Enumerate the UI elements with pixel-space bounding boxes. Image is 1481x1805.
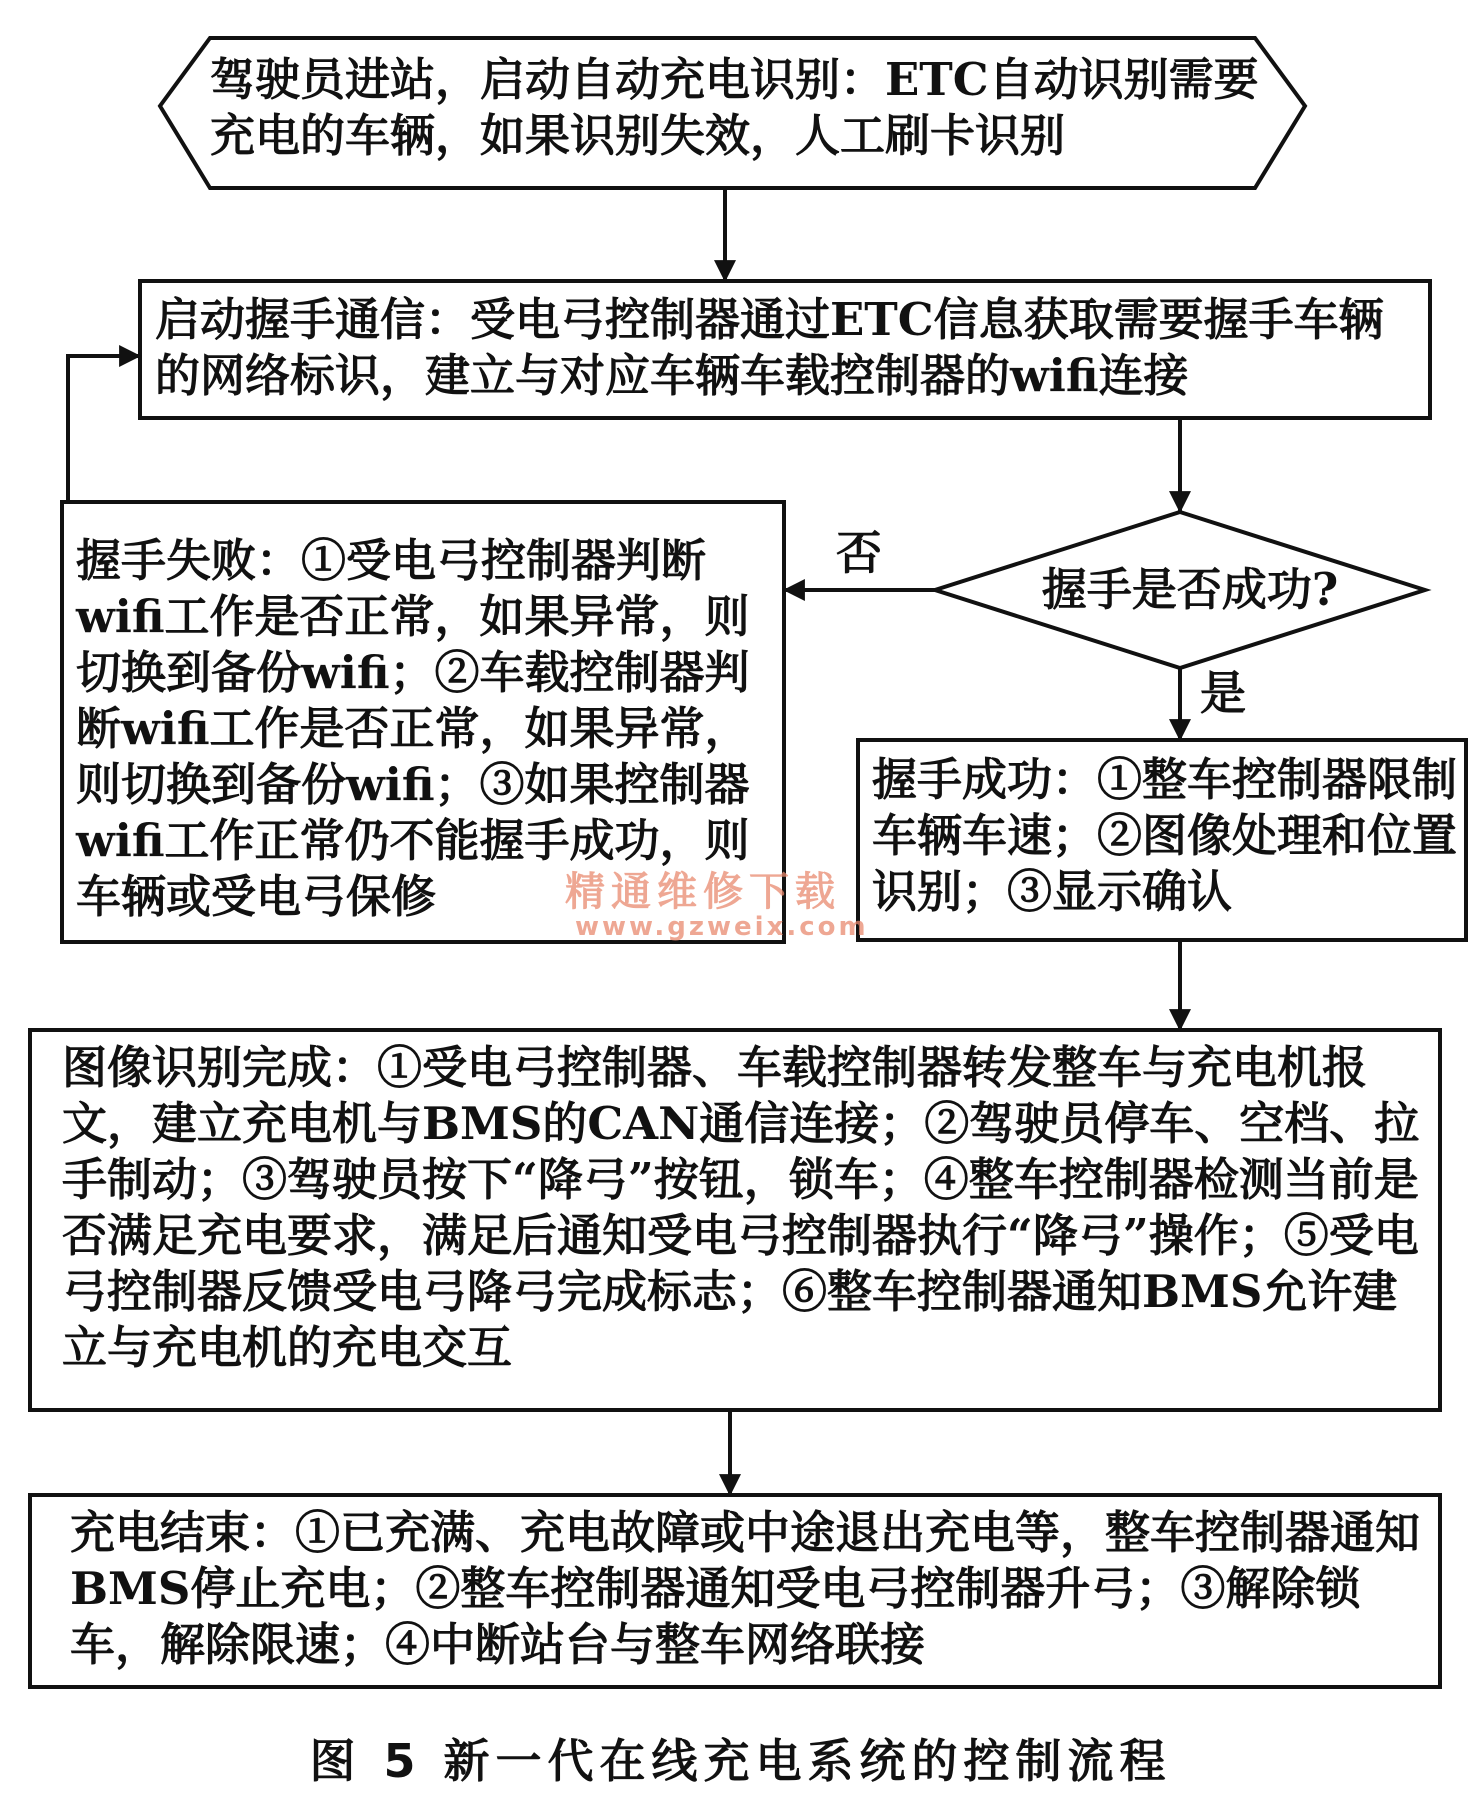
edge-label-no: 否 <box>836 526 882 580</box>
start-node-text: 驾驶员进站，启动自动充电识别：ETC自动识别需要充电的车辆，如果识别失效，人工刷卡识别 <box>210 53 1259 162</box>
success-node-text: 握手成功：①整车控制器限制车辆车速；②图像处理和位置识别；③显示确认 <box>872 753 1458 918</box>
end-node-text: 充电结束：①已充满、充电故障或中途退出充电等，整车控制器通知BMS停止充电；②整车控制器通知受电弓控制器升弓；③解除锁车，解除限速；④中断站台与整车网络联接 <box>70 1506 1421 1671</box>
watermark-url: www.gzweix.com <box>575 912 869 942</box>
arrow-fail-to-handshake <box>68 356 140 502</box>
edge-label-yes: 是 <box>1200 666 1246 720</box>
figure-caption: 图 5 新一代在线充电系统的控制流程 <box>309 1734 1172 1788</box>
image-done-node-text: 图像识别完成：①受电弓控制器、车载控制器转发整车与充电机报文，建立充电机与BMS的CAN通信连接；②驾驶员停车、空档、拉手制动；③驾驶员按下“降弓”按钮，锁车；④整车控制器检测当前是否满足充电要求，满足后通知受电弓控制器执行“降弓”操作；⑤受电弓控制器反馈受电弓降弓完成标志；⑥整车控制器通知BMS允许建立与充电机的充电交互 <box>62 1041 1420 1374</box>
decision-node-text: 握手是否成功? <box>1041 563 1339 616</box>
watermark-text: 精通维修下载 <box>565 869 841 915</box>
handshake-node-text: 启动握手通信：受电弓控制器通过ETC信息获取需要握手车辆的网络标识，建立与对应车辆车载控制器的wifi连接 <box>155 293 1384 402</box>
fail-node-text: 握手失败：①受电弓控制器判断wifi工作是否正常，如果异常，则切换到备份wifi；②车载控制器判断wifi工作是否正常，如果异常，则切换到备份wifi；③如果控制器wifi工作正常仍不能握手成功，则车辆或受电弓保修 <box>76 534 750 923</box>
